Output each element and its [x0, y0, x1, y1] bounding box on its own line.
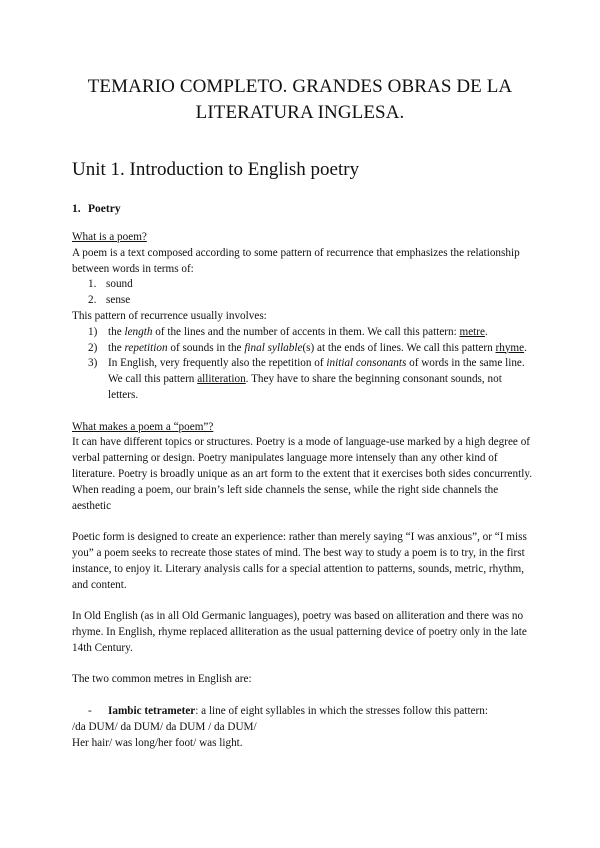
metre-item: [72, 704, 532, 720]
dash-marker: -: [88, 704, 92, 717]
document-title: [40, 74, 560, 126]
list-item: 2) the repetition of sounds in the final syllable(s) at the ends of lines. We call this pattern rhyme.: [72, 341, 532, 357]
term-metre: metre: [459, 325, 485, 338]
section-heading: [72, 201, 121, 217]
metre-example: Her hair/ was long/her foot/ was light.: [72, 736, 243, 749]
list-marker: 1.: [88, 278, 97, 291]
list-item: 2. sense: [72, 293, 532, 309]
list-item: 1) the length of the lines and the number of accents in them. We call this pattern: metre.: [72, 325, 532, 341]
section-number: 1.: [72, 203, 81, 215]
list-item: 1. sound: [72, 277, 532, 293]
list-marker: 3): [88, 357, 98, 370]
unit-heading: Unit 1. Introduction to English poetry: [72, 159, 360, 180]
what-is-heading: What is a poem?: [72, 231, 147, 243]
what-is-intro: A poem is a text composed according to some pattern of recurrence that emphasizes the relationship between words in terms of:: [72, 246, 520, 275]
pattern-intro: This pattern of recurrence usually involves:: [72, 309, 267, 322]
title-line-1: TEMARIO COMPLETO. GRANDES OBRAS DE LA: [87, 76, 513, 97]
metre-description: : a line of eight syllables in which the stresses follow this pattern:: [195, 704, 488, 717]
term-alliteration: alliteration: [197, 373, 246, 386]
document-body: [72, 230, 532, 751]
title-line-2: LITERATURA INGLESA.: [195, 102, 405, 123]
paragraph: In Old English (as in all Old Germanic languages), poetry was based on alliteration and there was no rhyme. In English, rhyme replaced alliteration as the usual patterning device of poetry only in the late 14th Century.: [72, 610, 527, 654]
pattern-list: [72, 325, 532, 404]
aspects-list: [72, 277, 532, 309]
metre-name: Iambic tetrameter: [108, 704, 196, 717]
list-marker: 1): [88, 325, 98, 338]
paragraph: Poetic form is designed to create an experience: rather than merely saying “I was anxious”, or “I miss you” a poem seeks to recreate those states of mind. The best way to study a poem is to try, in the first instance, to enjoy it. Literary analysis calls for a special attention to patterns, sounds, metric, rhythm, and content.: [72, 531, 527, 591]
list-item: 3) In English, very frequently also the repetition of initial consonants of words in the same line. We call this pattern alliteration. They have to share the beginning consonant sounds, not letters.: [88, 357, 525, 401]
what-makes-heading: What makes a poem a “poem”?: [72, 420, 214, 433]
metre-pattern: /da DUM/ da DUM/ da DUM / da DUM/: [72, 720, 257, 733]
section-title: Poetry: [88, 203, 121, 215]
list-marker: 2.: [88, 294, 97, 307]
term-rhyme: rhyme: [495, 341, 525, 354]
paragraph: It can have different topics or structures. Poetry is a mode of language-use marked by a high degree of verbal patterning or design. Poetry manipulates language more intensely than any other kind of literature. Poetry is broadly unique as an art form to the extent that it exercises both sides concurrently. When reading a poem, our brain’s left side channels the sense, while the right side channels the aesthetic: [72, 436, 532, 512]
list-marker: 2): [88, 341, 98, 354]
paragraph: The two common metres in English are:: [72, 673, 252, 686]
